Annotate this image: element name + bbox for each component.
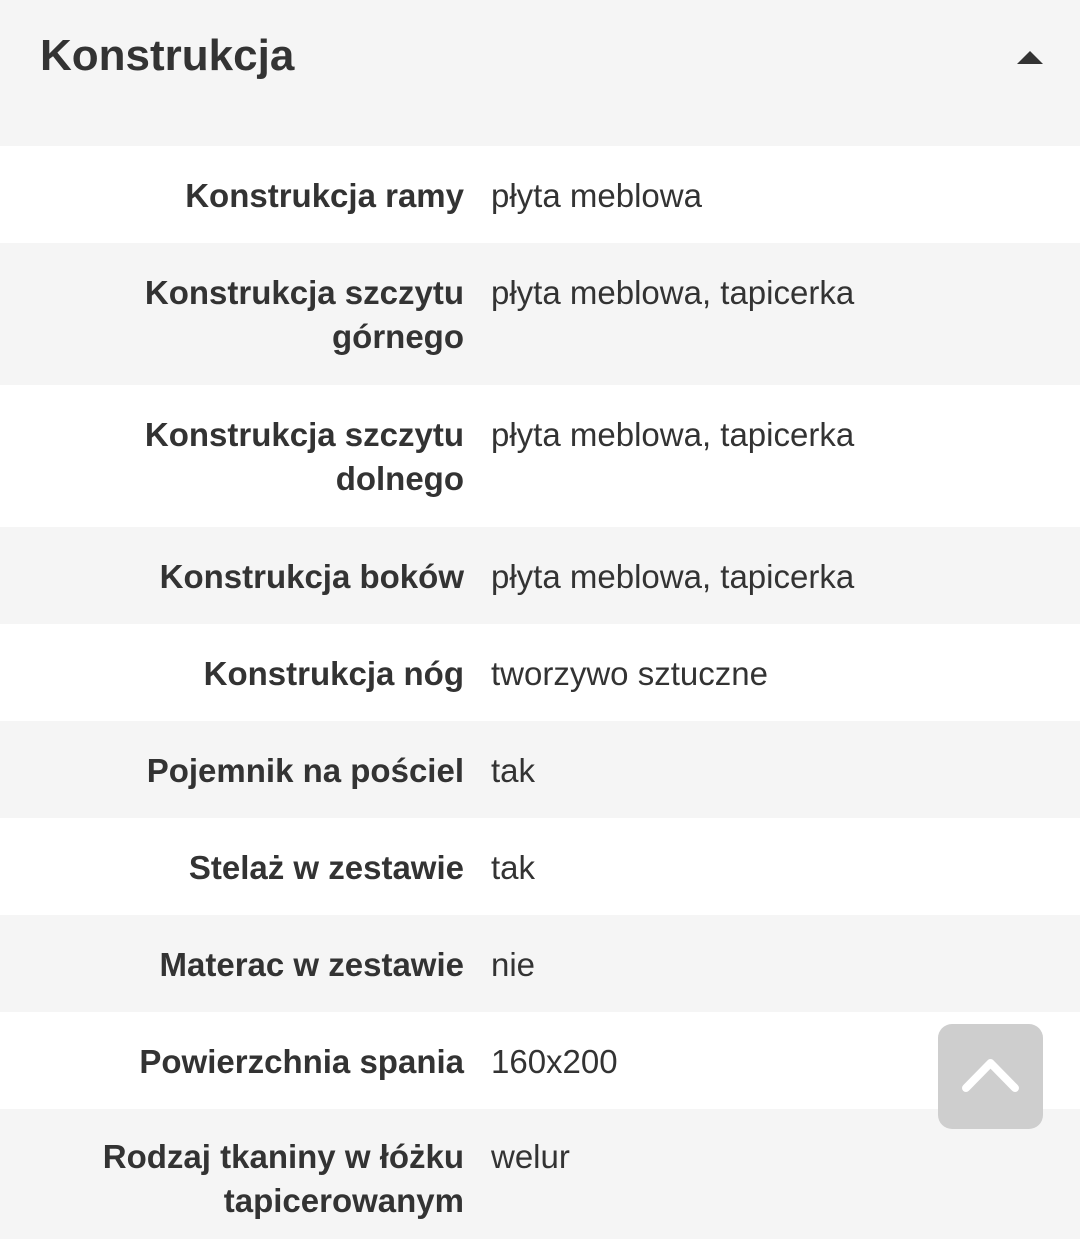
scroll-to-top-button[interactable] — [938, 1024, 1043, 1129]
spec-value: tworzywo sztuczne — [491, 655, 768, 692]
caret-up-icon — [1006, 40, 1054, 76]
spec-value: 160x200 — [491, 1043, 618, 1080]
spec-value: płyta meblowa, tapicerka — [491, 416, 855, 453]
spec-label: Konstrukcja ramy — [185, 177, 464, 214]
spec-label: Rodzaj tkaniny w łóżku tapicerowanym — [102, 1138, 464, 1219]
spec-value: płyta meblowa, tapicerka — [491, 274, 855, 311]
spec-label: Materac w zestawie — [159, 946, 464, 983]
spec-label: Konstrukcja szczytu dolnego — [144, 416, 464, 497]
spec-row — [0, 1012, 1080, 1109]
spec-label: Konstrukcja szczytu górnego — [144, 274, 464, 355]
spec-label: Stelaż w zestawie — [188, 849, 464, 886]
spec-row — [0, 1109, 1080, 1239]
spec-row — [0, 818, 1080, 915]
collapse-toggle-button[interactable] — [1006, 40, 1054, 76]
spec-label: Pojemnik na pościel — [146, 752, 464, 789]
spec-table — [0, 146, 1080, 1239]
spec-value: nie — [491, 946, 536, 983]
spec-value: tak — [491, 849, 536, 886]
spec-label: Konstrukcja boków — [159, 558, 464, 595]
spec-row — [0, 243, 1080, 385]
section-title: Konstrukcja — [40, 31, 295, 80]
spec-row — [0, 915, 1080, 1012]
spec-row — [0, 385, 1080, 527]
spec-row — [0, 527, 1080, 624]
spec-value: płyta meblowa, tapicerka — [491, 558, 855, 595]
spec-value: welur — [491, 1138, 570, 1175]
spec-row — [0, 146, 1080, 243]
section-header[interactable] — [0, 0, 1080, 146]
spec-value: płyta meblowa — [491, 177, 702, 214]
spec-label: Konstrukcja nóg — [203, 655, 464, 692]
chevron-up-icon — [960, 1054, 1021, 1094]
spec-label: Powierzchnia spania — [139, 1043, 464, 1080]
spec-row — [0, 624, 1080, 721]
spec-value: tak — [491, 752, 536, 789]
spec-row — [0, 721, 1080, 818]
